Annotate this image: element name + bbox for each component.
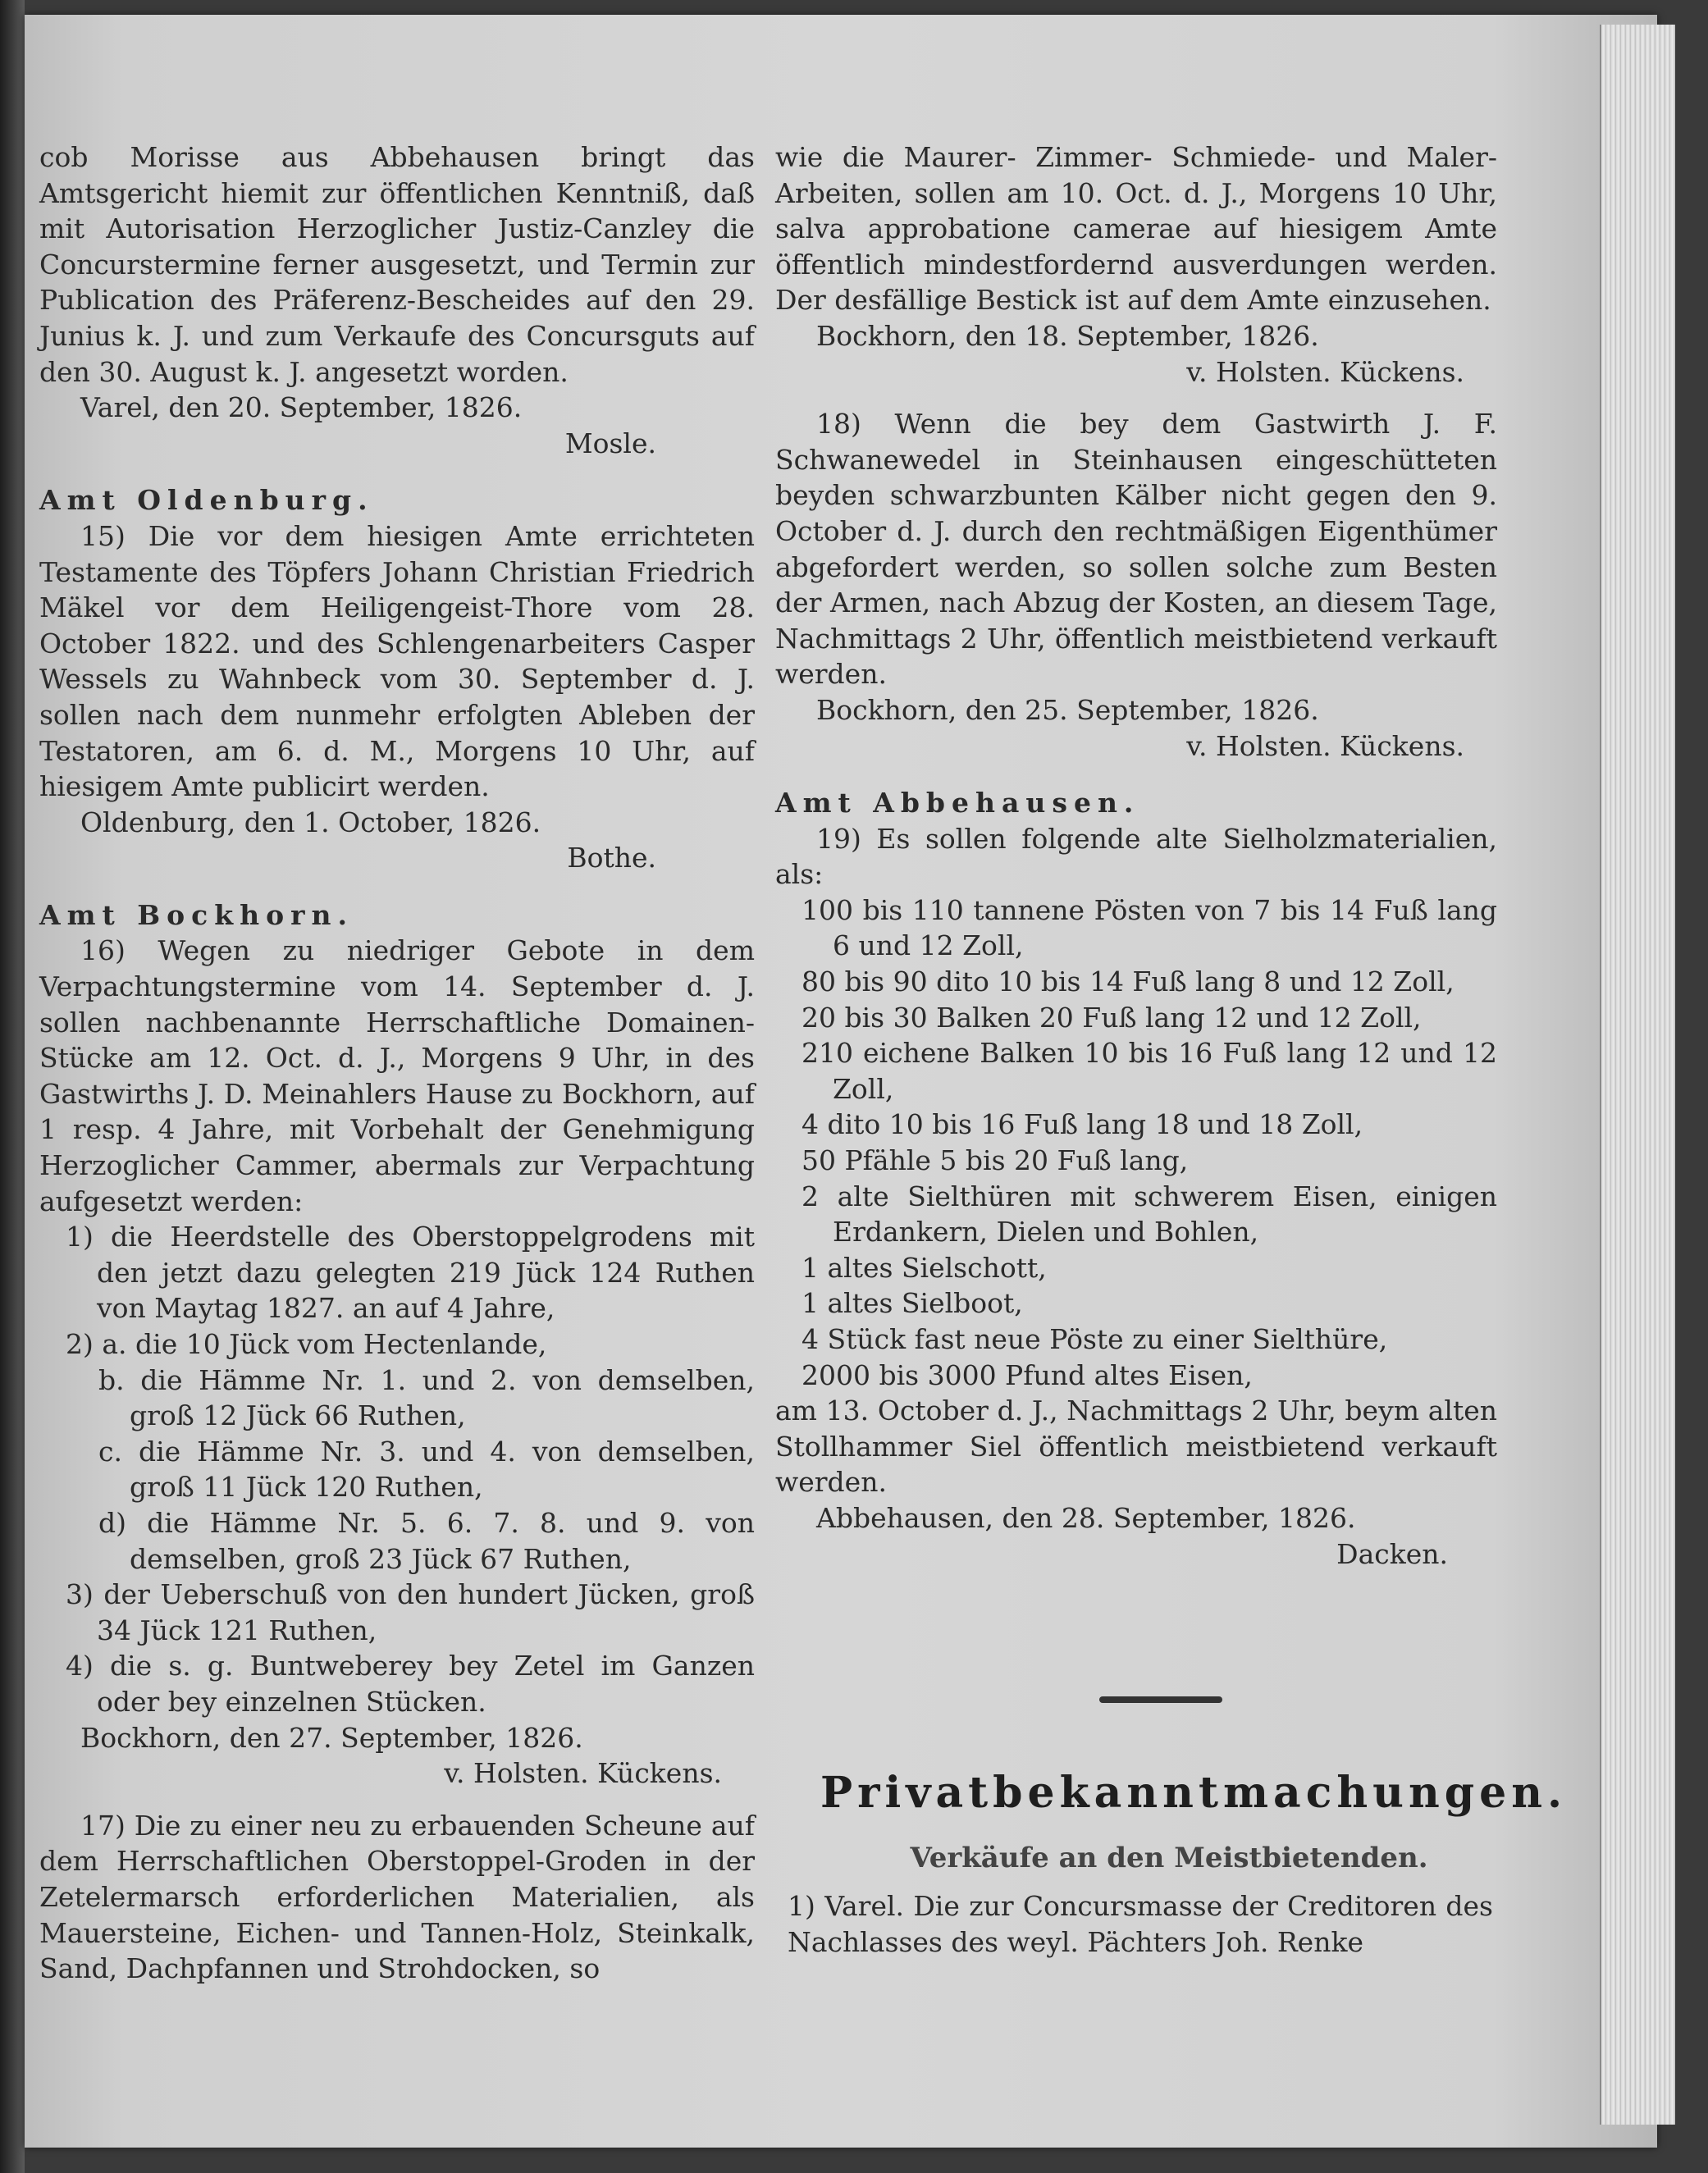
- text-paragraph: 1) die Heerdstelle des Oberstoppelgrodens mit den jetzt dazu gelegten 219 Jück 124 Ruthen von Maytag 1827. an auf 4 Jahre,: [66, 1221, 755, 1325]
- text-paragraph: 20 bis 30 Balken 20 Fuß lang 12 und 12 Zoll,: [801, 1001, 1422, 1034]
- section-title: Privatbekanntmachungen.: [820, 1768, 1568, 1818]
- text-paragraph: 4) die s. g. Buntweberey bey Zetel im Ganzen oder bey einzelnen Stücken.: [66, 1650, 755, 1718]
- text-paragraph: b. die Hämme Nr. 1. und 2. von demselben, groß 12 Jück 66 Ruthen,: [98, 1363, 755, 1432]
- section-subtitle: Verkäufe an den Meistbietenden.: [910, 1842, 1428, 1874]
- page-edge: [1600, 25, 1675, 2125]
- text-paragraph: 18) Wenn die bey dem Gastwirth J. F. Schwanewedel in Steinhausen eingeschütteten beyden schwarzbunten Kälber nicht gegen den 9. October d. J. durch den rechtmäßigen Eigenthümer abgefordert werden, so sollen solche zum Besten der Armen, nach Abzug der Kosten, an diesem Tage, Nachmittags 2 Uhr, öffentlich meistbietend verkauft werden.: [775, 408, 1497, 691]
- text-paragraph: 100 bis 110 tannene Pösten von 7 bis 14 Fuß lang 6 und 12 Zoll,: [801, 893, 1497, 962]
- separator-rule: [1099, 1696, 1222, 1703]
- text-paragraph: 17) Die zu einer neu zu erbauenden Scheune auf dem Herrschaftlichen Oberstoppel-Groden in der Zetelermarsch erforderlichen Materialien, als Mauersteine, Eichen- und Tannen-Holz, Steinkalk, Sand, Dachpfannen und Strohdocken, so: [39, 1809, 755, 1985]
- text-paragraph: 16) Wegen zu niedriger Gebote in dem Verpachtungstermine vom 14. September d. J. sollen nachbenannte Herrschaftliche Domainen-Stücke am 12. Oct. d. J., Morgens 9 Uhr, in des Gastwirths J. D. Meinahlers Hause zu Bockhorn, auf 1 resp. 4 Jahre, mit Vorbehalt der Genehmigung Herzoglicher Cammer, abermals zur Verpachtung aufgesetzt werden:: [39, 934, 755, 1217]
- text-paragraph: 80 bis 90 dito 10 bis 14 Fuß lang 8 und 12 Zoll,: [801, 966, 1455, 998]
- text-paragraph: Oldenburg, den 1. October, 1826.: [80, 806, 541, 838]
- text-paragraph: Varel, den 20. September, 1826.: [80, 391, 523, 424]
- book-gutter: [0, 0, 25, 2173]
- text-paragraph: 4 dito 10 bis 16 Fuß lang 18 und 18 Zoll,: [801, 1108, 1363, 1141]
- text-paragraph: 15) Die vor dem hiesigen Amte errichteten Testamente des Töpfers Johann Christian Friedrich Mäkel vor dem Heiligengeist-Thore vom 28. October 1822. und des Schlengenarbeiters Casper Wessels zu Wahnbeck vom 30. September d. J. sollen nach dem nunmehr erfolgten Ableben der Testatoren, am 6. d. M., Morgens 10 Uhr, auf hiesigem Amte publicirt werden.: [39, 519, 755, 803]
- notice-paragraph: 1) Varel. Die zur Concursmasse der Creditoren des Nachlasses des weyl. Pächters Joh. Renke: [788, 1890, 1493, 1958]
- text-paragraph: 210 eichene Balken 10 bis 16 Fuß lang 12 und 12 Zoll,: [801, 1037, 1497, 1105]
- text-paragraph: 1 altes Sielschott,: [801, 1251, 1047, 1284]
- text-paragraph: Bockhorn, den 27. September, 1826.: [80, 1721, 583, 1754]
- section-heading: Amt Bockhorn.: [39, 898, 354, 931]
- text-paragraph: Abbehausen, den 28. September, 1826.: [816, 1501, 1356, 1534]
- text-paragraph: c. die Hämme Nr. 3. und 4. von demselben, groß 11 Jück 120 Ruthen,: [98, 1435, 755, 1504]
- text-paragraph: 2000 bis 3000 Pfund altes Eisen,: [801, 1358, 1253, 1391]
- text-paragraph: 50 Pfähle 5 bis 20 Fuß lang,: [801, 1144, 1189, 1177]
- text-paragraph: v. Holsten. Kückens.: [444, 1757, 722, 1790]
- text-paragraph: Bothe.: [567, 842, 656, 874]
- text-paragraph: wie die Maurer- Zimmer- Schmiede- und Maler-Arbeiten, sollen am 10. Oct. d. J., Morgens 10 Uhr, salva approbatione camerae auf hiesigem Amte öffentlich mindestfordernd ausverdungen werden. Der desfällige Bestick ist auf dem Amte einzusehen.: [775, 141, 1497, 317]
- text-paragraph: 1 altes Sielboot,: [801, 1287, 1023, 1320]
- text-paragraph: 2) a. die 10 Jück vom Hectenlande,: [66, 1328, 547, 1360]
- text-paragraph: 19) Es sollen folgende alte Sielholzmaterialien, als:: [775, 822, 1497, 891]
- text-paragraph: 3) der Ueberschuß von den hundert Jücken, groß 34 Jück 121 Ruthen,: [66, 1578, 755, 1646]
- text-paragraph: Bockhorn, den 25. September, 1826.: [816, 693, 1319, 726]
- text-paragraph: Dacken.: [1336, 1537, 1448, 1570]
- text-paragraph: v. Holsten. Kückens.: [1186, 355, 1464, 388]
- section-heading: Amt Abbehausen.: [775, 787, 1140, 819]
- text-paragraph: v. Holsten. Kückens.: [1186, 729, 1464, 762]
- text-paragraph: 2 alte Sielthüren mit schwerem Eisen, einigen Erdankern, Dielen und Bohlen,: [801, 1180, 1497, 1249]
- text-paragraph: Mosle.: [564, 427, 656, 459]
- text-paragraph: cob Morisse aus Abbehausen bringt das Amtsgericht hiemit zur öffentlichen Kenntniß, daß mit Autorisation Herzoglicher Justiz-Canzley die Concurstermine ferner ausgesetzt, und Termin zur Publication des Präferenz-Bescheides auf den 29. Junius k. J. und zum Verkaufe des Concursguts auf den 30. August k. J. angesetzt worden.: [39, 141, 755, 388]
- text-paragraph: 4 Stück fast neue Pöste zu einer Sielthüre,: [801, 1323, 1388, 1355]
- text-paragraph: Bockhorn, den 18. September, 1826.: [816, 319, 1319, 352]
- text-paragraph: d) die Hämme Nr. 5. 6. 7. 8. und 9. von demselben, groß 23 Jück 67 Ruthen,: [98, 1506, 755, 1575]
- right-column: [775, 139, 1497, 1572]
- left-column: [39, 139, 755, 1987]
- text-paragraph: am 13. October d. J., Nachmittags 2 Uhr, beym alten Stollhammer Siel öffentlich meistbietend verkauft werden.: [775, 1395, 1497, 1499]
- section-heading: Amt Oldenburg.: [39, 484, 374, 517]
